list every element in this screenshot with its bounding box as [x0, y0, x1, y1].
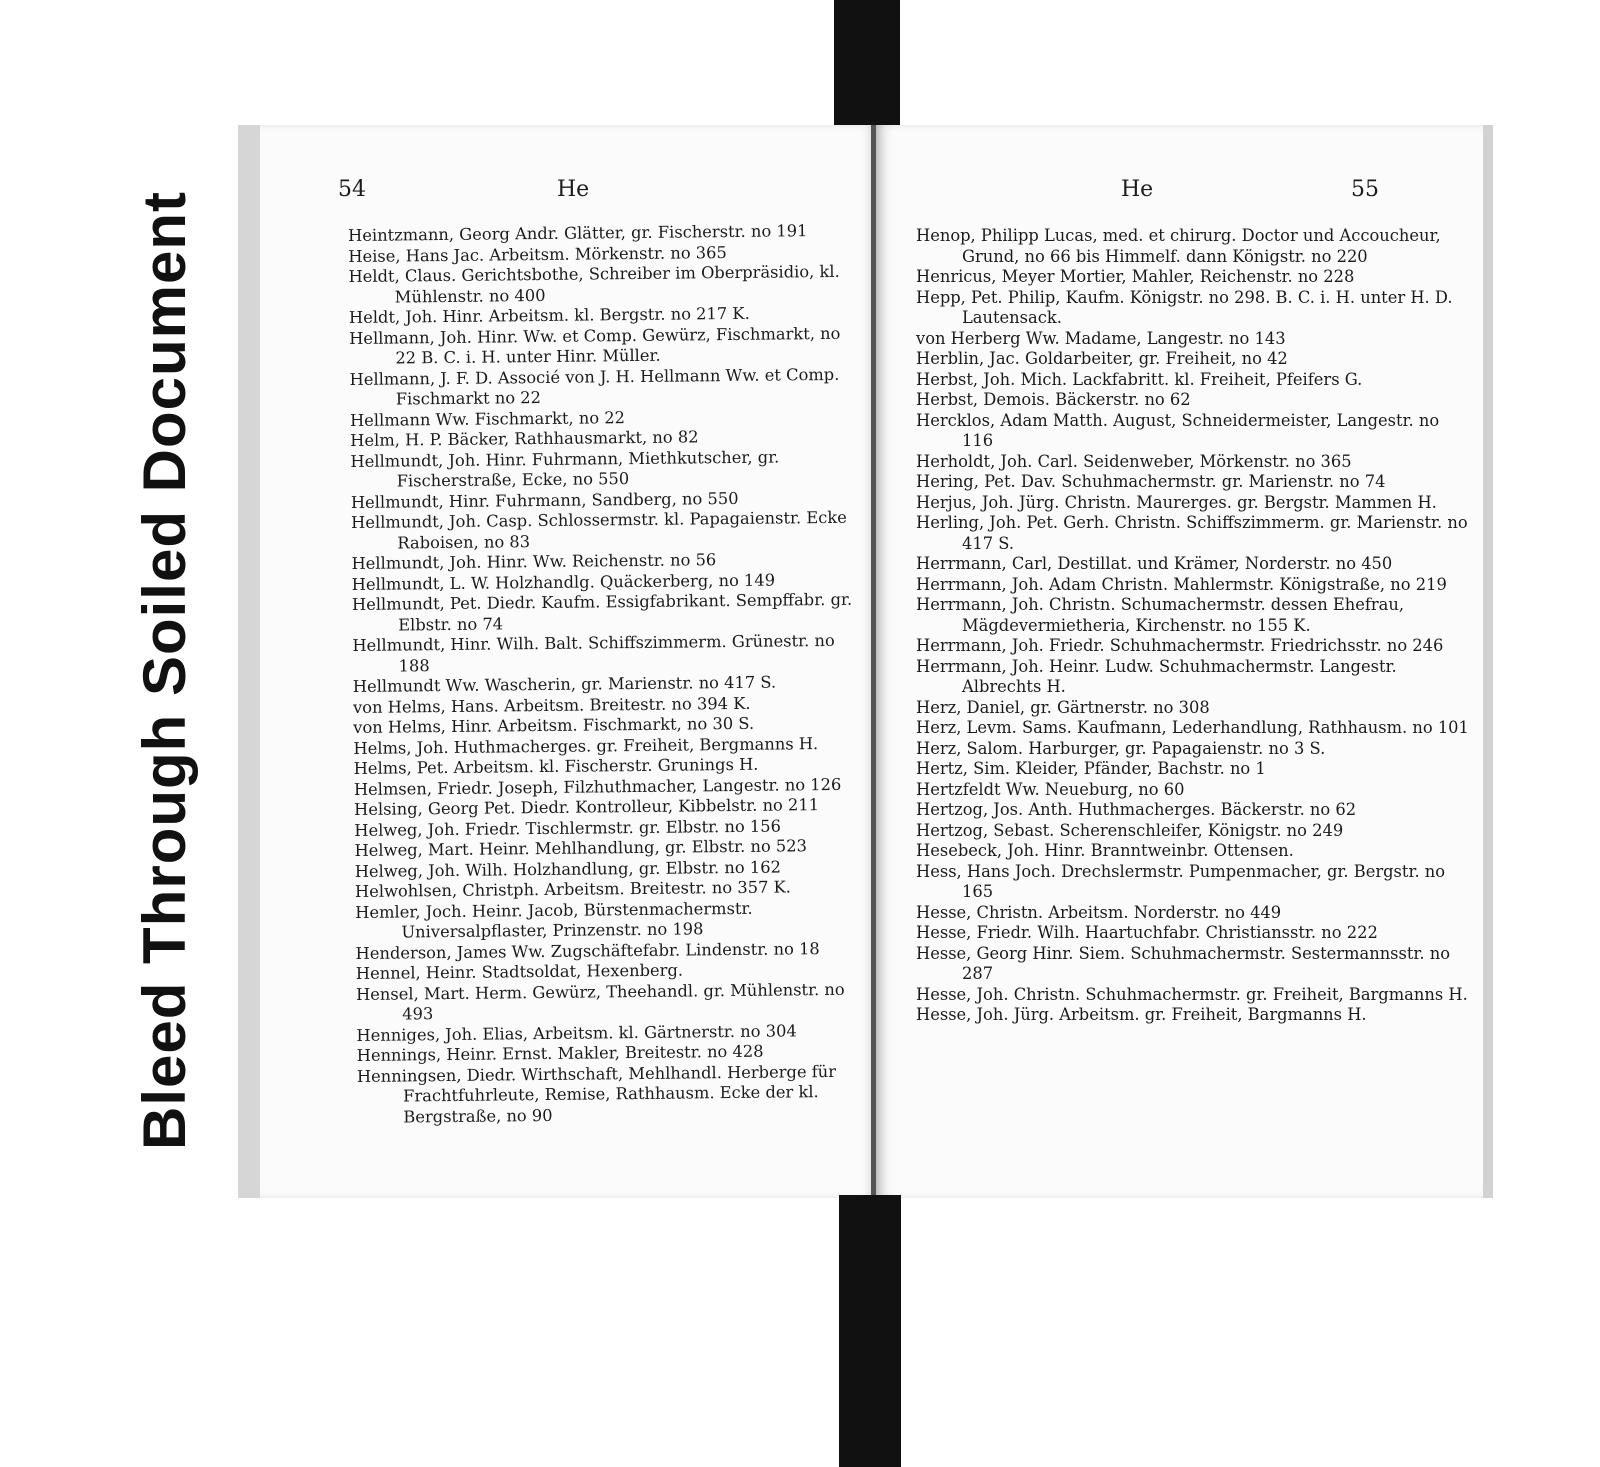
directory-entry: Hesse, Joh. Jürg. Arbeitsm. gr. Freiheit, Bargmanns H.	[916, 1005, 1367, 1024]
directory-entry: Herz, Levm. Sams. Kaufmann, Lederhandlung, Rathhausm. no 101	[916, 718, 1469, 737]
directory-entry: Hesebeck, Joh. Hinr. Branntweinbr. Ottensen.	[916, 841, 1294, 860]
directory-entry: Herholdt, Joh. Carl. Seidenweber, Mörkenstr. no 365	[916, 451, 1352, 471]
directory-entry: Hellmann, Joh. Hinr. Ww. et Comp. Gewürz, Fischmarkt, no 22 B. C. i. H. unter Hinr. Müller.	[349, 323, 841, 368]
stamp-label: Bleed Through Soiled Document	[131, 190, 199, 1150]
directory-entry: Heldt, Claus. Gerichtsbothe, Schreiber im Oberpräsidio, kl. Mühlenstr. no 400	[348, 261, 840, 307]
binding-strap-bottom	[839, 1195, 901, 1467]
directory-entry: Herrmann, Carl, Destillat. und Krämer, Norderstr. no 450	[916, 554, 1393, 573]
directory-entry: Helweg, Joh. Wilh. Holzhandlung, gr. Elbstr. no 162	[354, 857, 781, 881]
directory-entry: Hellmundt, Joh. Hinr. Ww. Reichenstr. no 56	[351, 550, 717, 573]
directory-entry: Herrmann, Joh. Heinr. Ludw. Schuhmachermstr. Langestr. Albrechts H.	[916, 656, 1397, 696]
directory-entry: Hemler, Joch. Heinr. Jacob, Bürstenmachermstr. Universalpflaster, Prinzenstr. no 198	[355, 898, 753, 942]
directory-entry: Hercklos, Adam Matth. August, Schneidermeister, Langestr. no 116	[916, 410, 1440, 450]
directory-entry: Hellmundt, Pet. Diedr. Kaufm. Essigfabrikant. Sempffabr. gr. Elbstr. no 74	[351, 589, 853, 634]
directory-entry: Heise, Hans Jac. Arbeitsm. Mörkenstr. no 365	[348, 242, 727, 266]
directory-entry: Helwohlsen, Christph. Arbeitsm. Breitestr. no 357 K.	[354, 877, 791, 901]
directory-entry: Heldt, Joh. Hinr. Arbeitsm. kl. Bergstr. no 217 K.	[348, 303, 750, 327]
directory-entry: von Helms, Hans. Arbeitsm. Breitestr. no 394 K.	[352, 693, 751, 717]
directory-entry: Hesse, Georg Hinr. Siem. Schuhmachermstr. Sestermannsstr. no 287	[916, 943, 1451, 983]
directory-entry: Hellmundt, Hinr. Fuhrmann, Sandberg, no 550	[350, 488, 739, 512]
directory-entry: Herbst, Joh. Mich. Lackfabritt. kl. Freiheit, Pfeifers G.	[916, 369, 1363, 389]
running-head-left: He	[557, 177, 590, 202]
directory-entry: Hellmundt, L. W. Holzhandlg. Quäckerberg, no 149	[351, 570, 776, 594]
directory-entry: Herrmann, Joh. Friedr. Schuhmachermstr. Friedrichsstr. no 246	[916, 636, 1444, 655]
directory-entry: Hertzog, Jos. Anth. Huthmacherges. Bäckerstr. no 62	[916, 800, 1357, 819]
running-head-right: He	[1121, 177, 1154, 202]
directory-entry: Helmsen, Friedr. Joseph, Filzhuthmacher, Langestr. no 126	[353, 774, 842, 799]
directory-entry: Herblin, Jac. Goldarbeiter, gr. Freiheit, no 42	[916, 349, 1288, 368]
directory-entry: Helweg, Mart. Heinr. Mehlhandlung, gr. Elbstr. no 523	[354, 836, 808, 860]
bleed-through-stamp	[120, 170, 210, 1170]
directory-entry: Hepp, Pet. Philip, Kaufm. Königstr. no 298. B. C. i. H. unter H. D. Lautensack.	[916, 287, 1453, 327]
directory-entry: Hering, Pet. Dav. Schuhmachermstr. gr. Marienstr. no 74	[916, 472, 1386, 491]
page-number-right: 55	[1351, 177, 1379, 202]
directory-entry: Hesse, Joh. Christn. Schuhmachermstr. gr. Freiheit, Bargmanns H.	[916, 984, 1468, 1004]
directory-entry: Herbst, Demois. Bäckerstr. no 62	[916, 390, 1191, 409]
directory-entry: Hellmundt, Hinr. Wilh. Balt. Schiffszimmerm. Grünestr. no 188	[352, 630, 835, 675]
directory-entry: Hertzfeldt Ww. Neueburg, no 60	[916, 779, 1185, 799]
directory-entry: Henricus, Meyer Mortier, Mahler, Reichenstr. no 228	[916, 267, 1355, 286]
directory-entry: Helweg, Joh. Friedr. Tischlermstr. gr. Elbstr. no 156	[354, 815, 782, 840]
directory-entry: Hennings, Heinr. Ernst. Makler, Breitestr. no 428	[356, 1041, 764, 1065]
directory-entry: Hellmann Ww. Fischmarkt, no 22	[349, 407, 626, 430]
directory-entry: Hertzog, Sebast. Scherenschleifer, Königstr. no 249	[916, 820, 1344, 840]
page-number-left: 54	[338, 177, 366, 202]
directory-entry: Hellmann, J. F. D. Associé von J. H. Hellmann Ww. et Comp. Fischmarkt no 22	[349, 364, 840, 409]
directory-entry: Henderson, James Ww. Zugschäftefabr. Lindenstr. no 18	[355, 938, 820, 963]
directory-entry: Helsing, Georg Pet. Diedr. Kontrolleur, Kibbelstr. no 211	[354, 795, 820, 819]
directory-entry: Herz, Salom. Harburger, gr. Papagaienstr. no 3 S.	[916, 738, 1326, 758]
directory-entry: von Herberg Ww. Madame, Langestr. no 143	[916, 328, 1286, 348]
directory-entry: Henniges, Joh. Elias, Arbeitsm. kl. Gärtnerstr. no 304	[356, 1020, 797, 1045]
directory-entry: Herrmann, Joh. Christn. Schumachermstr. dessen Ehefrau, Mägdevermietheria, Kirchenstr. no 155 K.	[916, 595, 1405, 635]
directory-entry: Hertz, Sim. Kleider, Pfänder, Bachstr. no 1	[916, 759, 1266, 778]
directory-entry: Henningsen, Diedr. Wirthschaft, Mehlhandl. Herberge für Frachtfuhrleute, Remise, Rathhausm. Ecke der kl. Bergstraße, no 90	[356, 1061, 837, 1126]
directory-entry: Hellmundt, Joh. Casp. Schlossermstr. kl. Papagaienstr. Ecke Raboisen, no 83	[351, 507, 847, 553]
directory-entry: Herling, Joh. Pet. Gerh. Christn. Schiffszimmerm. gr. Marienstr. no 417 S.	[916, 513, 1468, 553]
directory-entry: von Helms, Hinr. Arbeitsm. Fischmarkt, no 30 S.	[353, 713, 755, 737]
directory-entry: Hess, Hans Joch. Drechslermstr. Pumpenmacher, gr. Bergstr. no 165	[916, 861, 1446, 901]
directory-entry: Heintzmann, Georg Andr. Glätter, gr. Fischerstr. no 191	[348, 221, 808, 245]
directory-entry: Hensel, Mart. Herm. Gewürz, Theehandl. gr. Mühlenstr. no 493	[355, 979, 845, 1024]
directory-entry: Herjus, Joh. Jürg. Christn. Maurerges. gr. Bergstr. Mammen H.	[916, 492, 1437, 512]
directory-entry: Hellmundt Ww. Wascherin, gr. Marienstr. no 417 S.	[352, 672, 777, 696]
directory-entry: Herrmann, Joh. Adam Christn. Mahlermstr. Königstraße, no 219	[916, 574, 1447, 594]
directory-entry: Hennel, Heinr. Stadtsoldat, Hexenberg.	[355, 960, 684, 983]
directory-entry: Helms, Joh. Huthmacherges. gr. Freiheit, Bergmanns H.	[353, 733, 819, 758]
right-entry-list	[916, 226, 1471, 1026]
left-page	[238, 125, 878, 1198]
directory-entry: Herz, Daniel, gr. Gärtnerstr. no 308	[916, 697, 1210, 717]
open-book	[238, 125, 1493, 1198]
directory-entry: Helms, Pet. Arbeitsm. kl. Fischerstr. Grunings H.	[353, 754, 759, 778]
directory-entry: Henop, Philipp Lucas, med. et chirurg. Doctor und Accoucheur, Grund, no 66 bis Himmelf. dann Königstr. no 220	[916, 226, 1441, 266]
right-page	[876, 125, 1493, 1198]
left-entry-list	[348, 221, 867, 1128]
directory-entry: Hesse, Christn. Arbeitsm. Norderstr. no 449	[916, 902, 1282, 922]
binding-strap-top	[834, 0, 900, 125]
directory-entry: Hesse, Friedr. Wilh. Haartuchfabr. Christiansstr. no 222	[916, 923, 1378, 942]
directory-entry: Hellmundt, Joh. Hinr. Fuhrmann, Miethkutscher, gr. Fischerstraße, Ecke, no 550	[350, 446, 780, 491]
directory-entry: Helm, H. P. Bäcker, Rathhausmarkt, no 82	[350, 427, 699, 450]
